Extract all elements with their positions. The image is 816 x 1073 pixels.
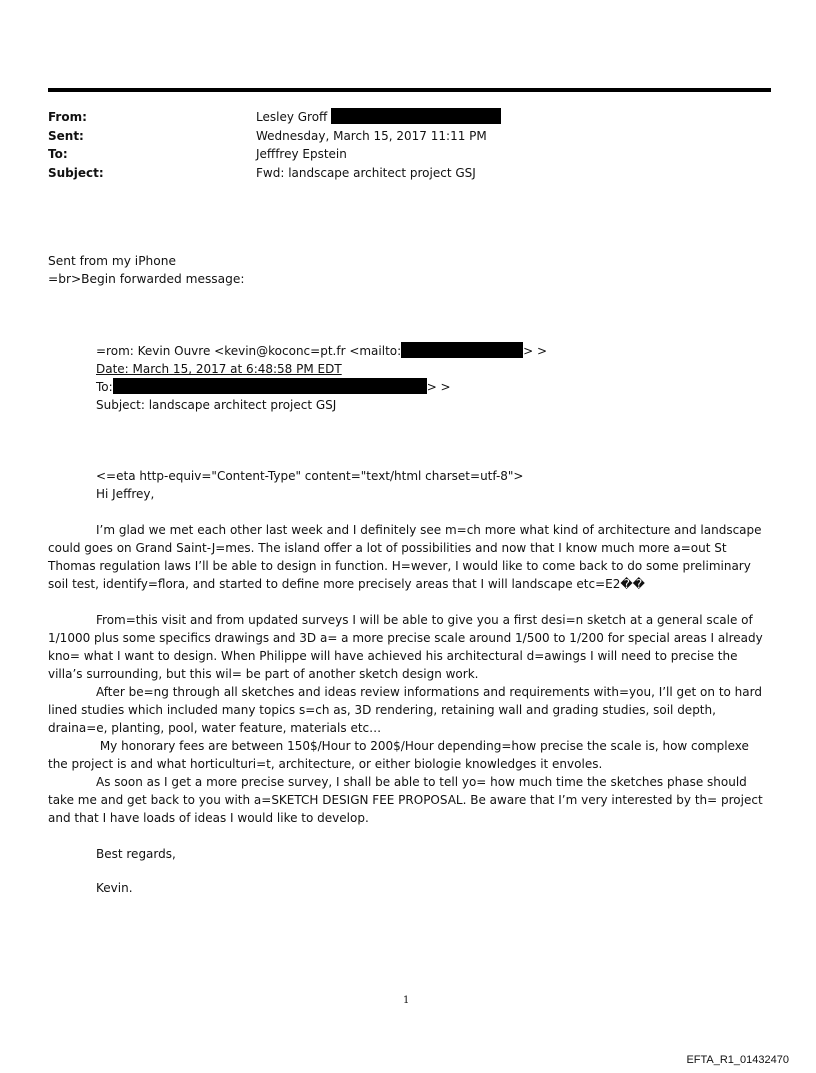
forwarded-subject-line: Subject: landscape architect project GSJ <box>96 398 337 412</box>
meta-line: <=eta http-equiv="Content-Type" content="text/html charset=utf-8"> <box>96 469 524 483</box>
from-label: From: <box>48 110 87 124</box>
sent-label: Sent: <box>48 128 84 143</box>
document-id: EFTA_R1_01432470 <box>686 1054 789 1066</box>
closing: Best regards, <box>96 847 176 861</box>
forwarded-to-line: To: > > <box>96 380 451 394</box>
page-number: 1 <box>403 995 410 1006</box>
paragraph-2: From=this visit and from updated surveys I will be able to give you a first desi=n sketch at a general scale of 1/1000 plus some specifics drawings and 3D a= a more precise scale around 1/500 to 1/200 for special areas I already kno= what I want to design. When Philippe will have achieved his architectural d=awings I will need to precise the villa’s surrounding, but this wil= be part of another sketch design work. <box>48 613 763 681</box>
paragraph-1: I’m glad we met each other last week and I definitely see m=ch more what kind of architecture and landscape could goes on Grand Saint-J=mes. The island offer a lot of possibilities and now that I know much more a=out St Thomas regulation laws I’ll be able to design in function. H=wever, I would like to come back to do some preliminary soil test, identify=flora, and started to define more precisely areas that I will landscape etc=E2�� <box>48 523 762 591</box>
email-header <box>48 108 771 182</box>
redaction-box <box>331 108 501 124</box>
forwarded-from-line: =rom: Kevin Ouvre <kevin@koconc=pt.fr <mailto: > > <box>96 344 548 358</box>
redaction-box <box>401 342 523 358</box>
sent-value: Wednesday, March 15, 2017 11:11 PM <box>256 128 487 143</box>
to-label: To: <box>48 147 68 161</box>
header-rule <box>48 88 771 92</box>
paragraph-4: My honorary fees are between 150$/Hour to 200$/Hour depending=how precise the scale is, how complexe the project is and what horticulturi=t, architecture, or either biologie knowledges it envoles. <box>48 739 749 771</box>
subject-value: Fwd: landscape architect project GSJ <box>256 165 476 180</box>
subject-label: Subject: <box>48 165 104 180</box>
header-sent-row <box>48 127 771 146</box>
paragraph-3: After be=ng through all sketches and ideas review informations and requirements with=you, I’ll get on to hard lined studies which included many topics s=ch as, 3D rendering, retaining wall and grading studies, soil depth, draina=e, planting, pool, water feature, materials etc… <box>48 685 762 735</box>
greeting: Hi Jeffrey, <box>96 487 155 501</box>
forwarded-date-line: Date: March 15, 2017 at 6:48:58 PM EDT <box>96 362 342 376</box>
sent-from-iphone: Sent from my iPhone <box>48 254 176 268</box>
header-subject-row <box>48 164 771 183</box>
begin-forwarded: =br>Begin forwarded message: <box>48 272 245 286</box>
header-from-row <box>48 108 771 127</box>
redaction-box <box>113 378 427 394</box>
paragraph-5: As soon as I get a more precise survey, I shall be able to tell yo= how much time the sketches phase should take me and get back to you with a=SKETCH DESIGN FEE PROPOSAL. Be aware that I’m very interested by th= project and that I have loads of ideas I would like to develop. <box>48 775 763 825</box>
signature: Kevin. <box>96 881 133 895</box>
from-value: Lesley Groff <box>256 108 501 127</box>
header-to-row <box>48 145 771 164</box>
to-value: Jefffrey Epstein <box>256 147 347 161</box>
